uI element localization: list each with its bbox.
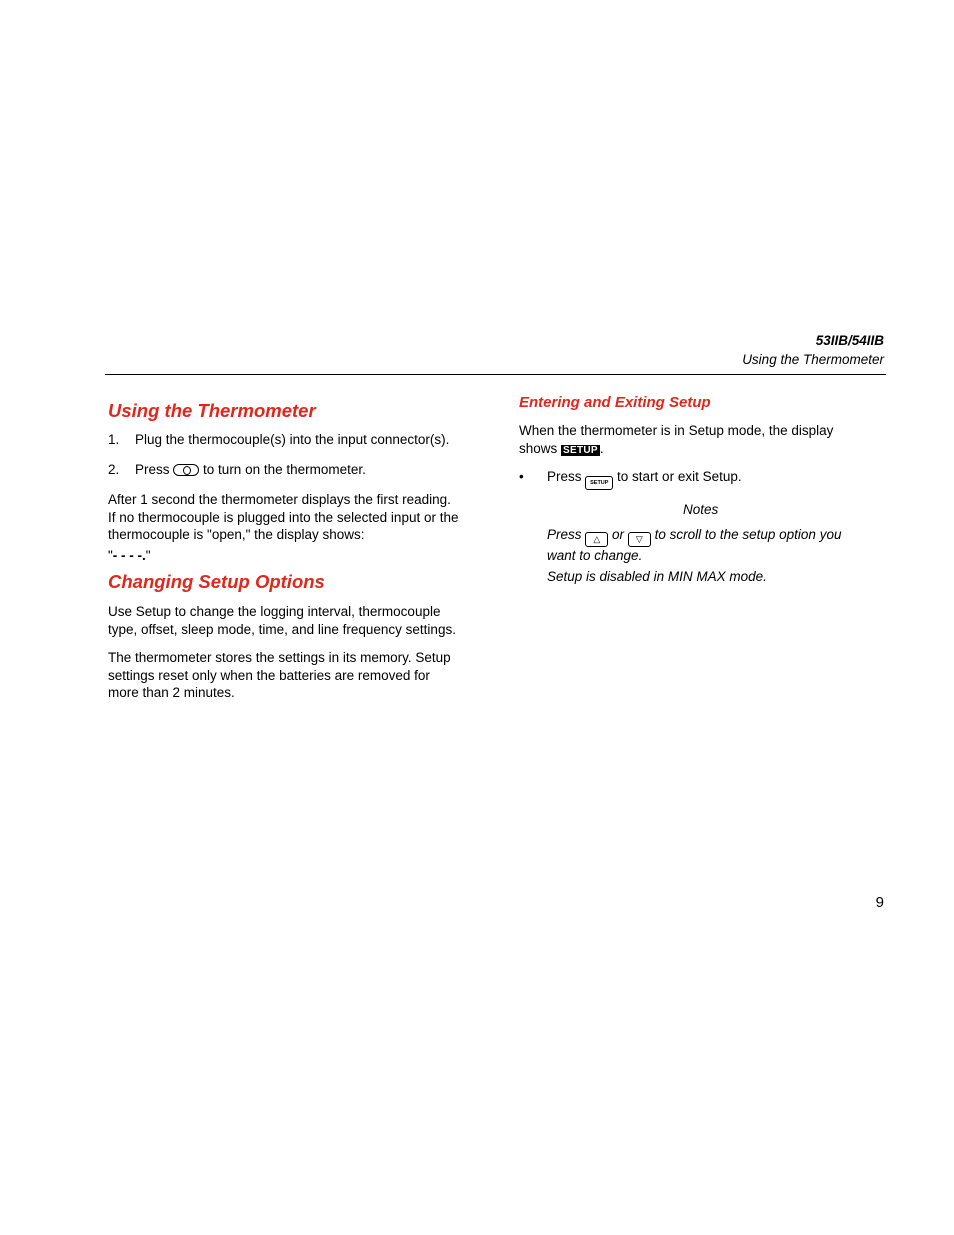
quote-close: " (145, 548, 151, 563)
header-model: 53IIB/54IIB (815, 333, 884, 348)
paragraph-line: If no thermocouple is plugged into the selected input or the (108, 509, 459, 525)
paragraph-first-reading (108, 491, 458, 544)
bullet-pre: Press (547, 469, 582, 484)
note-post: to scroll to the setup option you (654, 527, 842, 542)
period: . (599, 440, 604, 456)
shows-text: shows (519, 440, 558, 456)
power-button-icon (173, 464, 199, 476)
paragraph-setup-intro (108, 603, 456, 638)
setup-key-icon: SETUP (585, 476, 613, 490)
display-value: - - - -. (112, 548, 146, 563)
step-1-number: 1. (108, 432, 120, 447)
paragraph-line: After 1 second the thermometer displays the first reading. (108, 492, 451, 507)
setup-lcd-indicator: SETUP (563, 444, 598, 456)
step-2-number: 2. (108, 462, 120, 477)
heading-entering-exiting-setup: Entering and Exiting Setup (519, 394, 711, 411)
header-rule (105, 374, 886, 375)
step-1-text: Plug the thermocouple(s) into the input connector(s). (135, 432, 450, 447)
notes-title: Notes (683, 502, 719, 517)
paragraph-line: Use Setup to change the logging interval, thermocouple (108, 604, 441, 619)
note-line (547, 526, 841, 547)
header-section: Using the Thermometer (742, 352, 884, 367)
note-press: Press (547, 527, 582, 542)
paragraph-settings-memory (108, 649, 451, 702)
paragraph-line: type, offset, sleep mode, time, and line frequency settings. (108, 621, 456, 637)
up-arrow-key-icon: △ (585, 532, 608, 547)
bullet-marker: • (519, 469, 524, 484)
step-2 (135, 461, 366, 479)
bullet-press-setup (547, 468, 742, 490)
quote-open: " (108, 548, 113, 563)
heading-using-thermometer: Using the Thermometer (108, 400, 316, 421)
note-scroll (547, 526, 841, 565)
paragraph-line (519, 440, 833, 458)
note-min-max: Setup is disabled in MIN MAX mode. (547, 569, 767, 584)
paragraph-line: settings reset only when the batteries are removed for (108, 667, 430, 683)
note-or: or (612, 527, 625, 542)
step-1 (108, 431, 119, 449)
open-display-reading (108, 547, 151, 565)
page-number: 9 (875, 894, 884, 911)
paragraph-line: When the thermometer is in Setup mode, the display (519, 423, 834, 438)
down-arrow-key-icon: ▽ (628, 532, 651, 547)
paragraph-setup-mode (519, 422, 833, 457)
note-line: want to change. (547, 548, 643, 563)
heading-changing-setup: Changing Setup Options (108, 571, 325, 592)
paragraph-line: more than 2 minutes. (108, 685, 235, 700)
step-2-pre: Press (135, 462, 170, 477)
paragraph-line: The thermometer stores the settings in its memory. Setup (108, 650, 451, 665)
step-2-post: to turn on the thermometer. (203, 462, 366, 477)
paragraph-line: thermocouple is "open," the display shows: (108, 527, 365, 542)
bullet-post: to start or exit Setup. (617, 469, 742, 484)
